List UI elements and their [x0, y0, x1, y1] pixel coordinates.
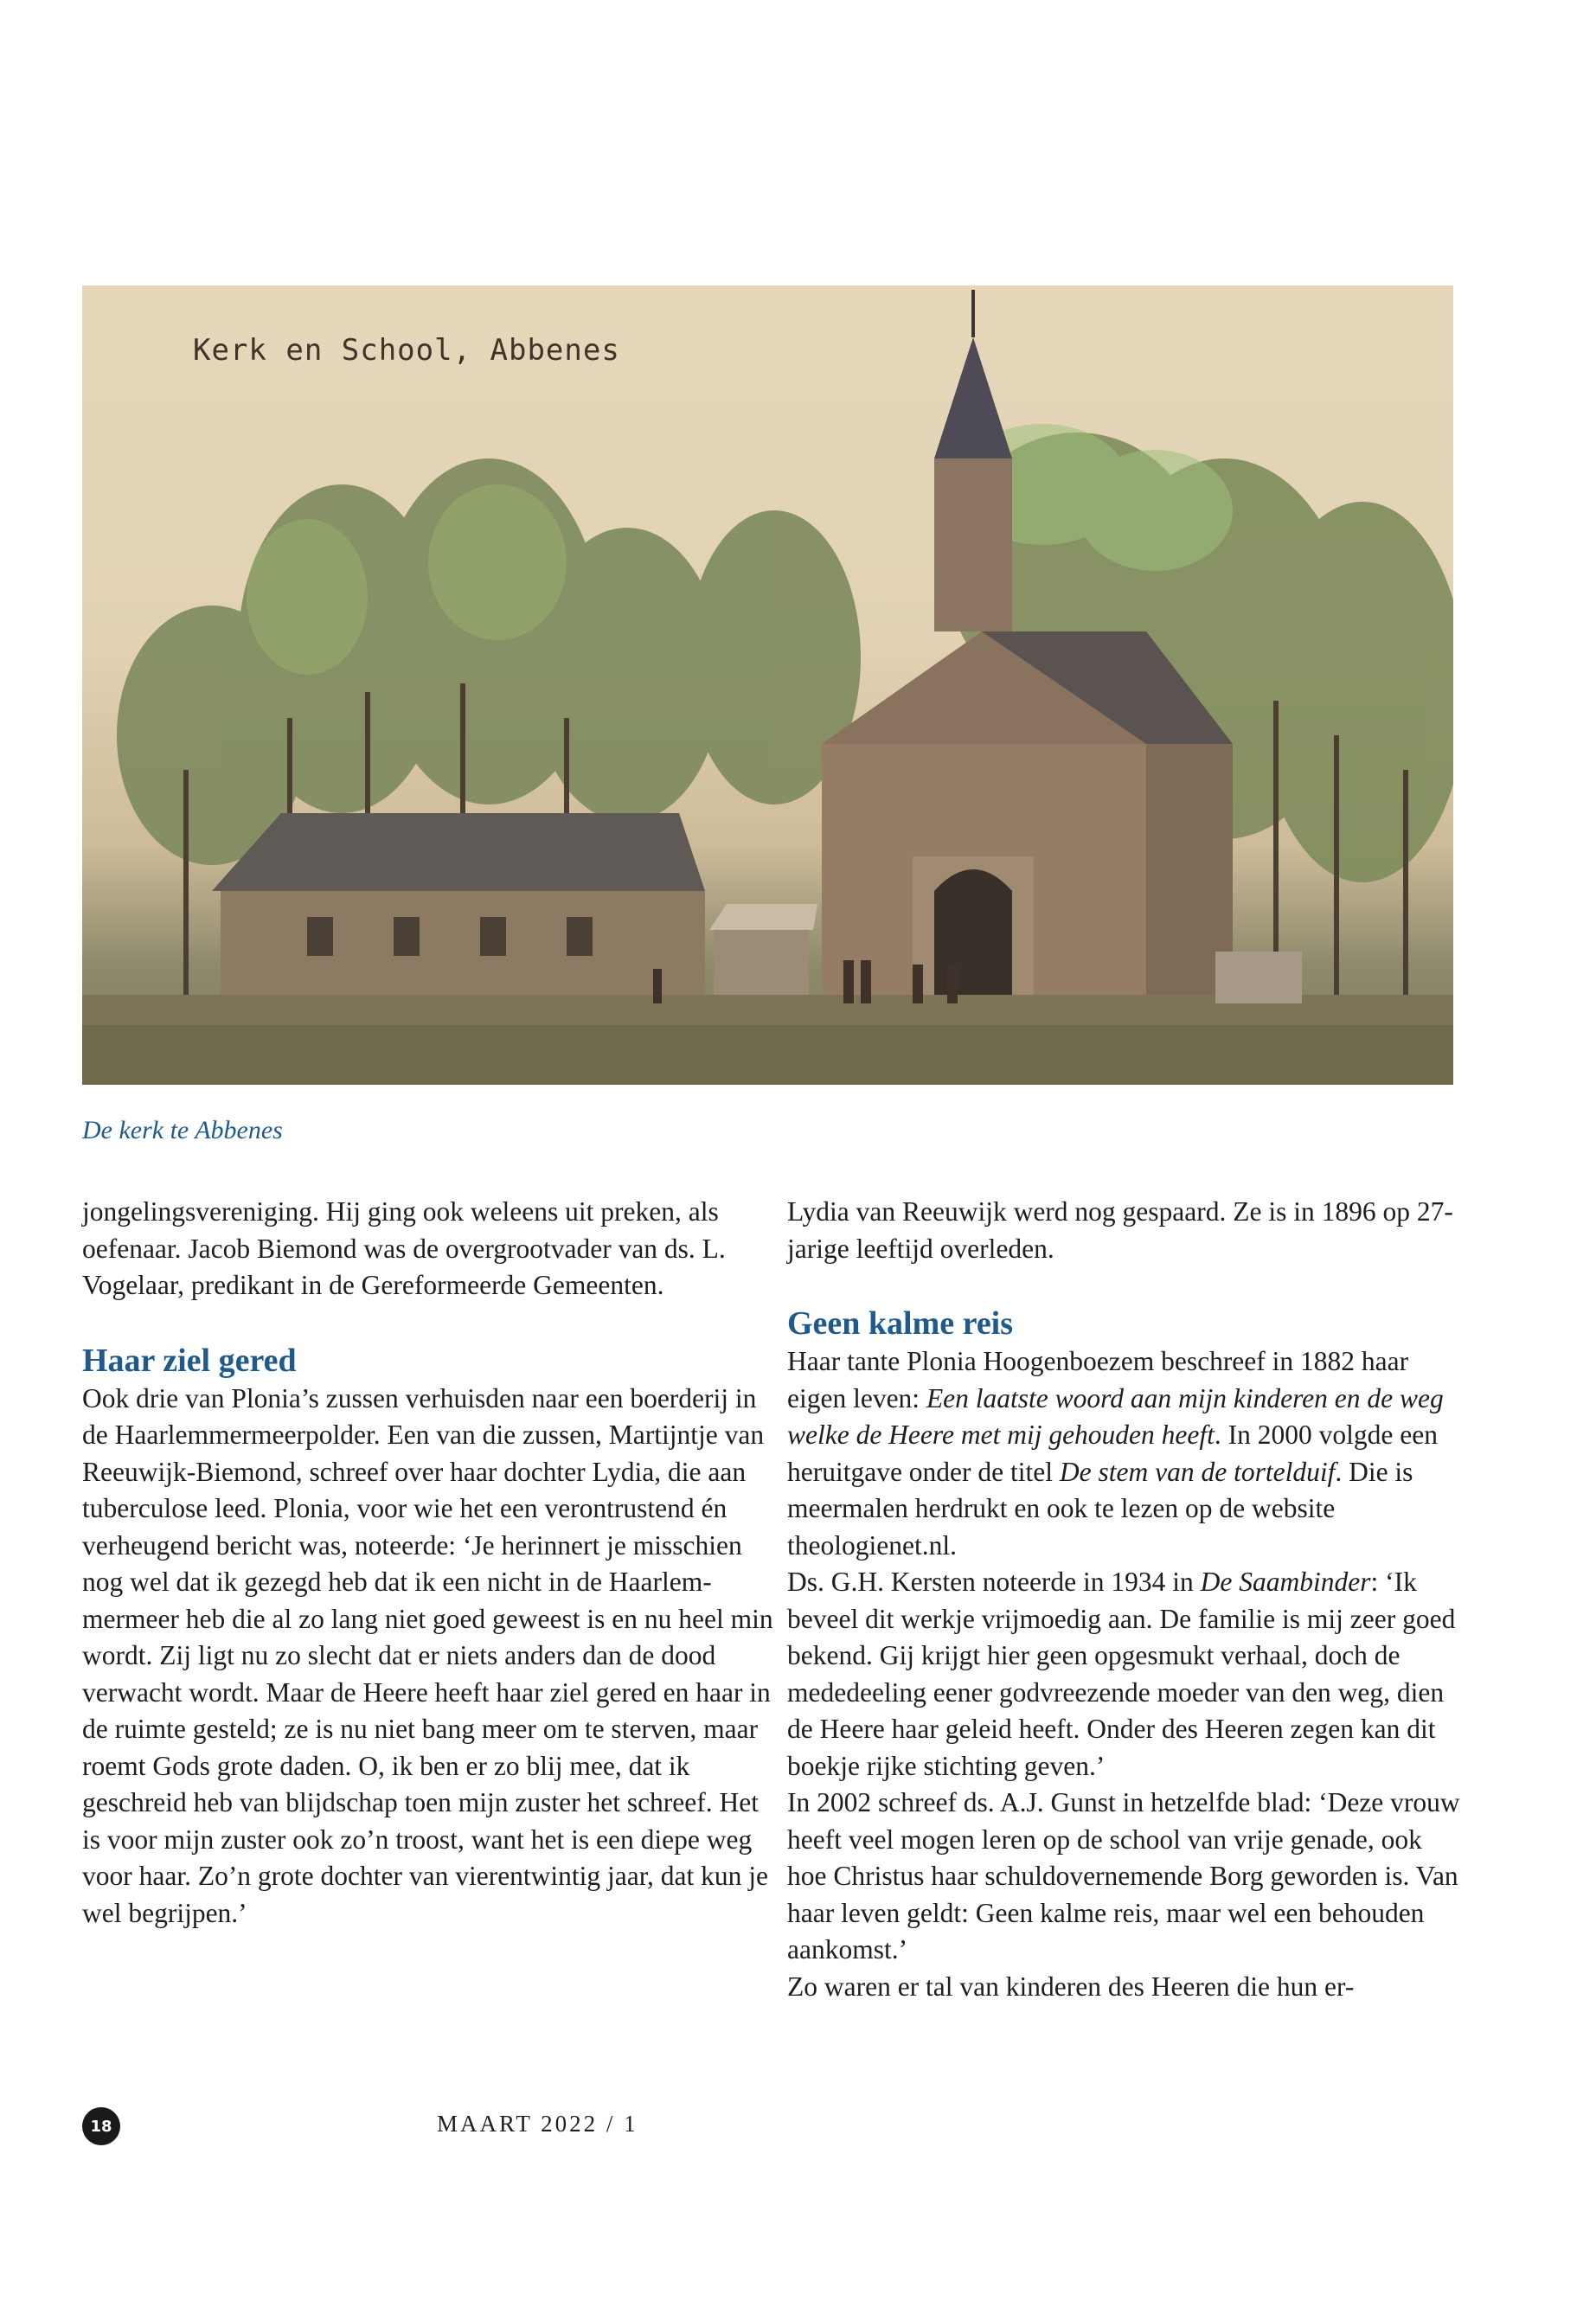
text-run: Haar tante Plonia Hoogenboezem beschreef in 1882 haar eigen leven:	[787, 1346, 1409, 1413]
left-column	[82, 1194, 774, 1932]
left-paragraph-1: jongelingsvereniging. Hij ging ook weleens uit preken, als oefenaar. Jacob Biemond was de overgrootvader van ds. L. Vogelaar, predikant in de Gereformeerde Gemeenten.	[82, 1196, 726, 1300]
right-column	[787, 1194, 1462, 2005]
left-paragraph-2: Ook drie van Plonia’s zussen verhuisden naar een boerderij in de Haarlemmermeerpolder. Een van die zussen, Martijntje van Reeuwijk-Biemond, schreef over haar dochter Lydia, die aan tuberculose leed. Plonia, voor wie het een verontrustend én verheugend bericht was, noteerde: ‘Je herinnert je misschien nog wel dat ik gezegd heb dat ik een nicht in de Haarlemmermeer heb die al zo lang niet goed geweest is en nu heel min wordt. Zij ligt nu zo slecht dat er niets anders dan de dood verwacht wordt. Maar de Heere heeft haar ziel gered en haar in de ruimte gesteld; ze is nu niet bang meer om te sterven, maar roemt Gods grote daden. O, ik ben er zo blij mee, dat ik geschreid heb van blijdschap toen mijn zuster het schreef. Het is voor mijn zuster ook zo’n troost, want het is een diepe weg voor haar. Zo’n grote dochter van vierentwintig jaar, dat kun je wel begrijpen.’	[82, 1382, 773, 1928]
church-photo	[82, 285, 1453, 1085]
text-run: . Die is meermalen herdrukt en ook te lezen op de website theologienet.nl.	[787, 1456, 1413, 1561]
photo-postcard-text: Kerk en School, Abbenes	[193, 333, 620, 368]
right-paragraph-4: In 2002 schreef ds. A.J. Gunst in hetzelfde blad: ‘Deze vrouw heeft veel mogen leren op de school van vrije genade, ook hoe Christus haar schuldovernemende Borg geworden is. Van haar leven geldt: Geen kalme reis, maar wel een behouden aankomst.’	[787, 1787, 1460, 1965]
page-number-badge: 18	[82, 2107, 120, 2145]
right-paragraph-2	[787, 1343, 1462, 1564]
issue-label: MAART 2022 / 1	[437, 2111, 638, 2137]
text-run: Ds. G.H. Kersten noteerde in 1934 in	[787, 1567, 1201, 1597]
photo-caption: De kerk te Abbenes	[82, 1116, 283, 1144]
right-paragraph-3	[787, 1564, 1462, 1785]
text-run: . In 2000 volgde een heruitgave onder de titel	[787, 1420, 1438, 1487]
right-paragraph-1: Lydia van Reeuwijk werd nog gespaard. Ze is in 1896 op 27-jarige leeftijd overleden.	[787, 1196, 1453, 1264]
right-paragraph-5: Zo waren er tal van kinderen des Heeren die hun er-	[787, 1971, 1355, 2002]
periodical-title: De Saambinder	[1200, 1567, 1371, 1597]
heading-haar-ziel-gered: Haar ziel gered	[82, 1342, 297, 1379]
text-run: : ‘Ik beveel dit werkje vrijmoedig aan. De familie is mij zeer goed bekend. Gij krijgt hier geen opgesmukt verhaal, doch de mededeeling eener godvreezende moeder van den weg, dien de Heere haar geleid heeft. Onder des Heeren zegen kan dit boekje rijke stichting geven.’	[787, 1567, 1456, 1781]
heading-geen-kalme-reis: Geen kalme reis	[787, 1305, 1014, 1342]
book-title: De stem van de tortelduif	[1059, 1456, 1336, 1487]
church-illustration	[82, 285, 1453, 1085]
book-title: Een laatste woord aan mijn kinderen en de weg welke de Heere met mij gehouden heeft	[787, 1382, 1444, 1450]
